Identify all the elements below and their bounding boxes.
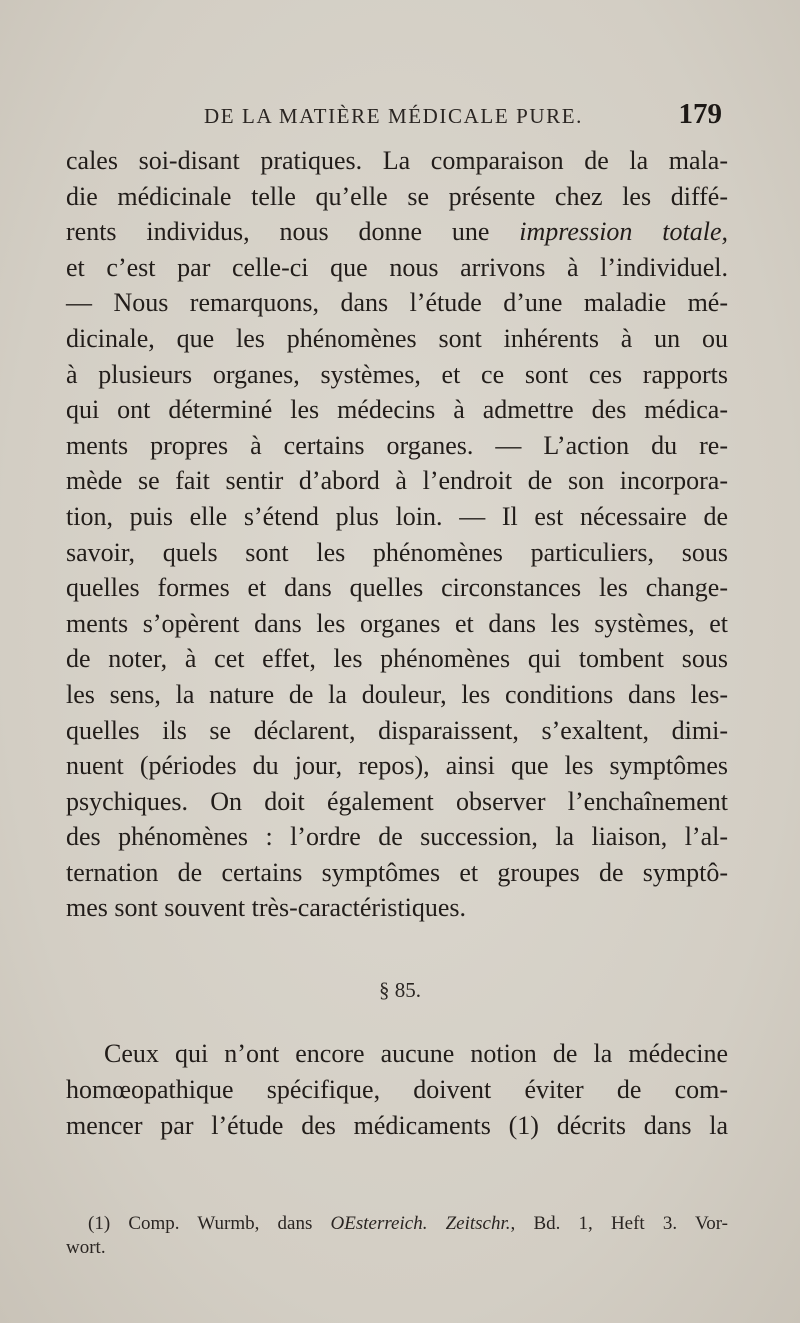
text-line: de noter, à cet effet, les phénomènes qui tombent sous [66,644,728,674]
page-header [66,98,726,138]
text-line [66,214,728,250]
text-line: mède se fait sentir d’abord à l’endroit de son incorpora- [66,466,728,496]
text-line: qui ont déterminé les médecins à admettre des médica- [66,395,728,425]
running-title: DE LA MATIÈRE MÉDICALE PURE. [204,104,584,128]
text-line: ments s’opèrent dans les organes et dans les systèmes, et [66,608,728,638]
text-line: des phénomènes : l’ordre de succession, la liaison, l’al- [66,822,728,852]
footnote-journal: OEsterreich. Zeitschr. [330,1213,511,1234]
text-line: Ceux qui n’ont encore aucune notion de la médecine [104,1039,728,1068]
text-line: et c’est par celle-ci que nous arrivons à l’individuel. [66,252,728,282]
text-line: à plusieurs organes, systèmes, et ce sont ces rapports [66,359,728,389]
text-line: tion, puis elle s’étend plus loin. — Il est nécessaire de [66,501,728,531]
page-number: 179 [678,98,722,130]
text-line: mencer par l’étude des médicaments (1) décrits dans la [66,1111,728,1140]
italic-phrase: impression totale, [519,217,728,247]
text-line: mes sont souvent très-caractéristiques. [66,893,466,923]
text-line: nuent (périodes du jour, repos), ainsi que les symptômes [66,751,728,781]
text-line: ments propres à certains organes. — L’action du re- [66,430,728,460]
paragraph-2 [66,1036,728,1144]
paragraph-1 [66,143,728,926]
text-line: psychiques. On doit également observer l’enchaînement [66,786,728,816]
footnote [66,1212,728,1260]
text-line: dicinale, que les phénomènes sont inhérents à un ou [66,323,728,353]
text-line: die médicinale telle qu’elle se présente chez les diffé- [66,181,728,211]
footnote-suffix: , Bd. 1, Heft 3. Vor- [510,1213,728,1234]
text-line: quelles ils se déclarent, disparaissent, s’exaltent, dimi- [66,715,728,745]
footnote-continuation: wort. [66,1237,106,1258]
section-heading: § 85. [379,978,421,1002]
text-line: — Nous remarquons, dans l’étude d’une maladie mé- [66,288,728,318]
footnote-prefix: (1) Comp. Wurmb, dans [88,1213,331,1234]
text-line: cales soi-disant pratiques. La comparaison de la mala- [66,146,728,175]
text-line: ternation de certains symptômes et groupes de symptô- [66,857,728,887]
text-line: quelles formes et dans quelles circonstances les change- [66,573,728,603]
footnote-line [66,1212,728,1236]
text-line: savoir, quels sont les phénomènes particuliers, sous [66,537,728,567]
text-line: les sens, la nature de la douleur, les conditions dans les- [66,679,728,709]
text-line-start: rents individus, nous donne une [66,217,520,247]
text-line: homœopathique spécifique, doivent éviter de com- [66,1075,728,1104]
